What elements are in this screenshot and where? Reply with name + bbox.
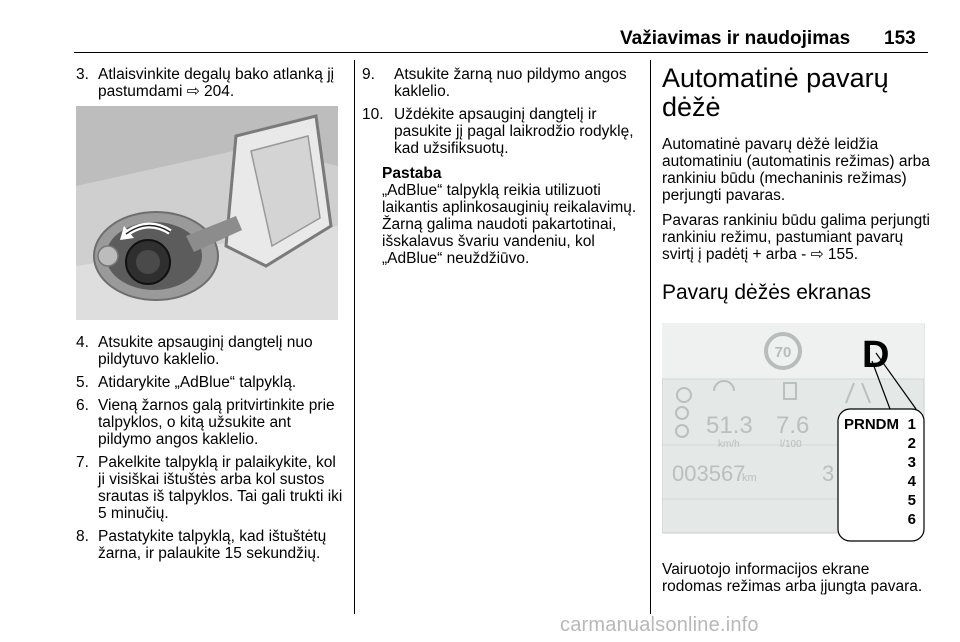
step-number: 9. xyxy=(362,66,375,83)
fuel-consumption-value: 7.6 xyxy=(776,412,810,439)
step-number: 7. xyxy=(76,454,89,471)
column-3 xyxy=(662,63,930,595)
step-text: Vieną žarnos galą pritvirtinkite prie talpyklos, o kitą užsukite ant pildymo angos kaklelio. xyxy=(98,397,335,448)
fuel-consumption-unit: l/100 xyxy=(780,439,802,450)
step-6 xyxy=(76,397,346,448)
step-number: 5. xyxy=(76,374,89,391)
gear-indicator: D xyxy=(862,334,890,376)
steps-list xyxy=(76,334,346,562)
column-divider-left xyxy=(354,60,355,614)
callout-gear-4: 4 xyxy=(907,473,916,490)
column-divider-right xyxy=(650,60,651,614)
partial-value: 3 xyxy=(822,461,835,486)
fuel-flap-photo xyxy=(76,106,338,320)
step-text: Atsukite žarną nuo pildymo angos kaklelio. xyxy=(394,66,627,100)
paragraph-manual-mode: Pavaras rankiniu būdu galima perjungti rankiniu režimu, pastumiant pavarų svirtį į padėtį + arba - ⇨ 155. xyxy=(662,212,930,263)
step-7 xyxy=(76,454,346,522)
paragraph-intro: Automatinė pavarų dėžė leidžia automatiniu (automatinis režimas) arba rankiniu būdu (mechaninis režimas) perjungti pavaras. xyxy=(662,136,930,204)
instrument-cluster-illustration xyxy=(662,323,928,545)
step-number: 8. xyxy=(76,528,89,545)
average-speed-unit: km/h xyxy=(718,439,740,450)
column-1 xyxy=(76,66,346,562)
subsection-heading: Pavarų dėžės ekranas xyxy=(662,281,871,304)
odometer-unit: km xyxy=(742,472,757,484)
fuel-flap-illustration xyxy=(76,106,338,320)
speed-limit-value: 70 xyxy=(774,344,792,361)
step-number: 4. xyxy=(76,334,89,351)
step-8 xyxy=(76,528,346,562)
step-text: Atidarykite „AdBlue“ talpyklą. xyxy=(98,374,297,391)
callout-modes: PRNDM xyxy=(844,416,899,433)
header-rule xyxy=(74,52,928,53)
callout-gear-1: 1 xyxy=(907,416,916,433)
step-9 xyxy=(362,66,642,100)
step-3 xyxy=(76,66,346,100)
page-number: 153 xyxy=(884,28,916,49)
callout-gear-5: 5 xyxy=(907,492,916,509)
step-text: Atsukite apsauginį dangtelį nuo pildytuvo kaklelio. xyxy=(98,334,313,368)
transmission-display-figure xyxy=(662,323,928,545)
step-5 xyxy=(76,374,346,391)
average-speed-value: 51.3 xyxy=(706,412,753,439)
step-text: Uždėkite apsauginį dangtelį ir pasukite jį pagal laikrodžio rodyklę, kad užsifiksuotų. xyxy=(394,106,634,157)
step-4 xyxy=(76,334,346,368)
note-text: „AdBlue“ talpyklą reikia utilizuoti laikantis aplinkosauginių reikalavimų. Žarną galima naudoti pakartotinai, išskalavus švariu vandeniu, kol „AdBlue“ neuždžiūvo. xyxy=(382,182,637,267)
watermark: carmanualsonline.info xyxy=(560,614,759,636)
step-number: 6. xyxy=(76,397,89,414)
step-text: Pastatykite talpyklą, kad ištuštėtų žarna, ir palaukite 15 sekundžių. xyxy=(98,528,327,562)
column-2 xyxy=(362,66,642,267)
figure-caption: Vairuotojo informacijos ekrane rodomas režimas arba įjungta pavara. xyxy=(662,561,923,595)
step-10 xyxy=(362,106,642,157)
step-text: Pakelkite talpyklą ir palaikykite, kol ji visiškai ištuštės arba kol sustos srautas iš talpyklos. Tai gali trukti iki 5 minučių. xyxy=(98,454,343,522)
step-text: Atlaisvinkite degalų bako atlanką jį pastumdami ⇨ 204. xyxy=(98,66,335,100)
note-title: Pastaba xyxy=(382,165,442,182)
step-number: 10. xyxy=(362,106,384,123)
callout-gear-2: 2 xyxy=(907,435,916,452)
note-box xyxy=(362,165,642,267)
odometer-value: 003567 xyxy=(672,461,746,486)
step-number: 3. xyxy=(76,66,89,83)
section-heading: Automatinė pavarų dėžė xyxy=(662,63,889,122)
callout-gear-3: 3 xyxy=(907,454,916,471)
callout-gear-6: 6 xyxy=(907,511,916,528)
page-header-title: Važiavimas ir naudojimas xyxy=(620,28,851,49)
